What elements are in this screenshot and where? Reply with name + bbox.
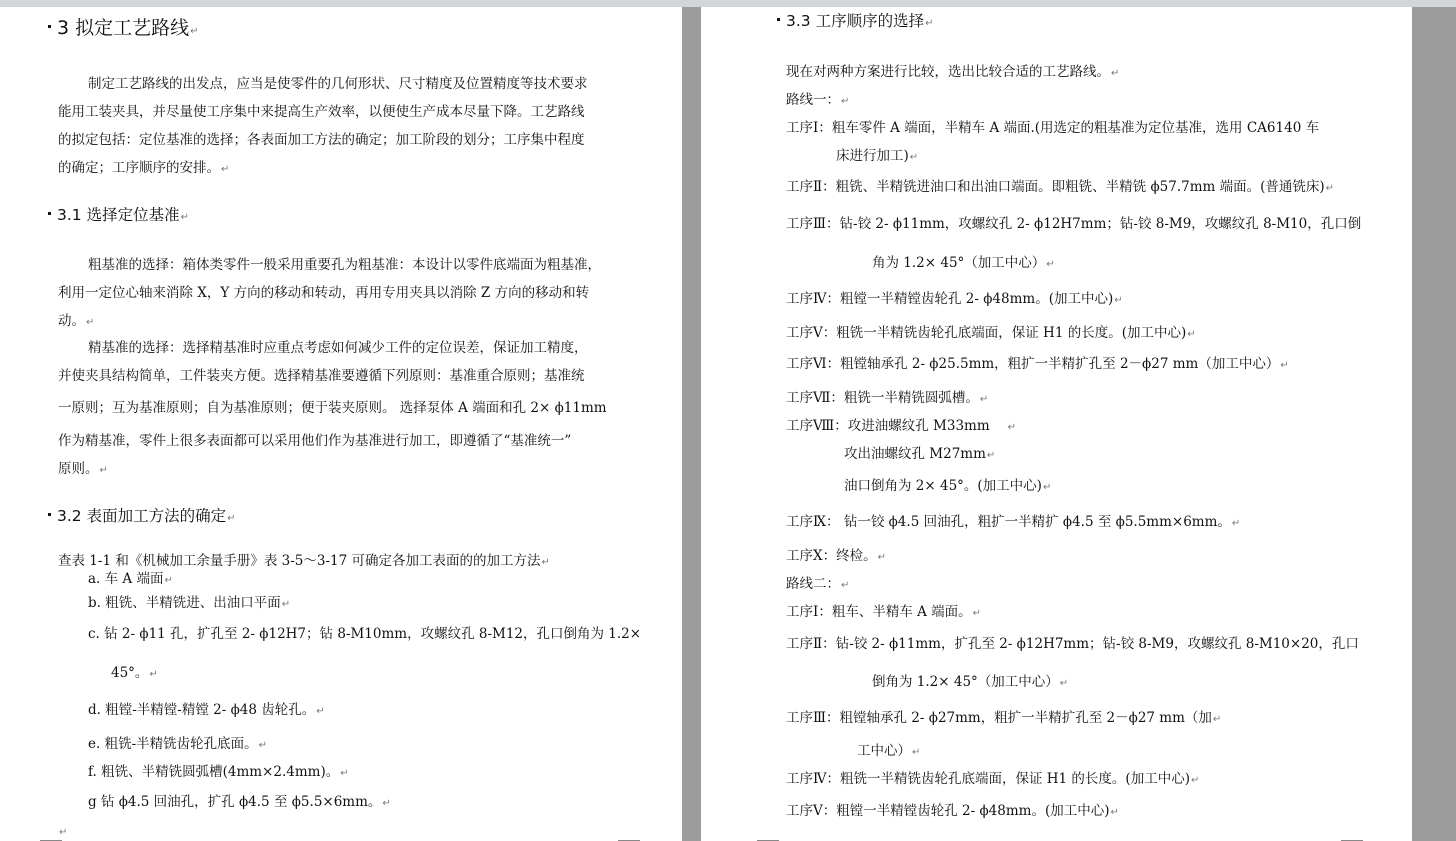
fine-datum-line-3: 一原则；互为基准原则；自为基准原则；便于装夹原则。 选择泵体 A 端面和孔 2× ϕ11mm (58, 400, 607, 416)
fine-datum-line-1: 精基准的选择：选择精基准时应重点考虑如何减少工件的定位误差，保证加工精度， (88, 340, 588, 356)
rough-datum-line-1: 粗基准的选择：箱体类零件一般采用重要孔为粗基准：本设计以零件底端面为粗基准， (88, 257, 601, 273)
empty-paragraph-mark: ↵ (59, 827, 68, 838)
fine-datum-line-5: 原则。↵ (58, 461, 108, 477)
method-f: f. 粗铣、半精铣圆弧槽(4mm×2.4mm)。↵ (88, 764, 349, 780)
method-a: a. 车 A 端面↵ (88, 571, 173, 587)
intro-line-4: 的确定；工序顺序的安排。↵ (58, 160, 230, 176)
route2-step-4: 工序Ⅳ：粗铣一半精铣齿轮孔底端面，保证 H1 的长度。(加工中心)↵ (786, 771, 1200, 787)
route1-step-4: 工序Ⅳ：粗镗一半精镗齿轮孔 2- ϕ48mm。(加工中心)↵ (786, 291, 1123, 307)
route2-step-2-cont: 倒角为 1.2× 45°（加工中心）↵ (872, 674, 1069, 690)
intro-line-2: 能用工装夹具，并尽量使工序集中来提高生产效率，以便使生产成本尽量下降。工艺路线 (58, 104, 585, 120)
document-page-right (701, 7, 1412, 841)
route1-step-3: 工序Ⅲ：钻-铰 2- ϕ11mm，攻螺纹孔 2- ϕ12H7mm；钻-铰 8-M9，攻螺纹孔 8-M10，孔口倒 (786, 216, 1362, 232)
method-b: b. 粗铣、半精铣进、出油口平面↵ (88, 595, 291, 611)
route1-step-10: 工序Ⅹ：终检。↵ (786, 548, 887, 564)
route1-step-1: 工序Ⅰ：粗车零件 A 端面，半精车 A 端面.(用选定的粗基准为定位基准，选用 CA6140 车 (786, 120, 1320, 136)
route2-step-3-cont: 工中心）↵ (857, 743, 921, 759)
rough-datum-line-2: 利用一定位心轴来消除 X，Y 方向的移动和转动，再用专用夹具以消除 Z 方向的移动和转 (58, 285, 590, 301)
heading-bullet (48, 212, 51, 215)
heading-bullet (48, 25, 51, 28)
route2-step-5: 工序Ⅴ：粗镗一半精镗齿轮孔 2- ϕ48mm。(加工中心)↵ (786, 803, 1119, 819)
fine-datum-line-2: 并使夹具结构简单，工件装夹方便。选择精基准要遵循下列原则：基准重合原则；基准统 (58, 368, 585, 384)
fine-datum-line-4: 作为精基准，零件上很多表面都可以采用他们作为基准进行加工，即遵循了“基准统一” (58, 433, 572, 449)
heading-section-3: 3 拟定工艺路线↵ (48, 17, 199, 43)
route1-step-8-line-3: 油口倒角为 2× 45°。(加工中心)↵ (844, 478, 1052, 494)
route-intro: 现在对两种方案进行比较，选出比较合适的工艺路线。↵ (786, 64, 1120, 80)
route1-step-8-line-2: 攻出油螺纹孔 M27mm↵ (844, 446, 996, 462)
route1-step-1-cont: 床进行加工)↵ (836, 148, 919, 164)
method-c: c. 钻 2- ϕ11 孔，扩孔至 2- ϕ12H7；钻 8-M10mm，攻螺纹孔 8-M12，孔口倒角为 1.2× (88, 626, 642, 642)
heading-bullet (48, 513, 51, 516)
document-page-left (0, 7, 682, 841)
route1-step-8: 工序Ⅷ：攻进油螺纹孔 M33mm ↵ (786, 418, 1017, 434)
route1-step-3-cont: 角为 1.2× 45°（加工中心）↵ (872, 255, 1055, 271)
method-d: d. 粗镗-半精镗-精镗 2- ϕ48 齿轮孔。↵ (88, 702, 325, 718)
heading-section-3-2: 3.2 表面加工方法的确定↵ (48, 507, 235, 528)
route1-step-9: 工序Ⅸ： 钻一铰 ϕ4.5 回油孔，粗扩一半精扩 ϕ4.5 至 ϕ5.5mm×6mm。↵ (786, 514, 1241, 530)
route2-step-2: 工序Ⅱ：钻-铰 2- ϕ11mm，扩孔至 2- ϕ12H7mm；钻-铰 8-M9，攻螺纹孔 8-M10×20，孔口 (786, 636, 1359, 652)
heading-bullet (777, 18, 780, 21)
route2-step-1: 工序Ⅰ：粗车、半精车 A 端面。↵ (786, 604, 982, 620)
intro-line-1: 制定工艺路线的出发点，应当是使零件的几何形状、尺寸精度及位置精度等技术要求 (88, 76, 588, 92)
route1-step-6: 工序Ⅵ：粗镗轴承孔 2- ϕ25.5mm，粗扩一半精扩孔至 2－ϕ27 mm（加工中心）↵ (786, 356, 1289, 372)
heading-section-3-3: 3.3 工序顺序的选择↵ (777, 12, 933, 33)
route1-step-2: 工序Ⅱ：粗铣、半精铣进油口和出油口端面。即粗铣、半精铣 ϕ57.7mm 端面。(普通铣床)↵ (786, 179, 1335, 195)
heading-section-3-1: 3.1 选择定位基准↵ (48, 206, 189, 227)
window-top-strip (0, 0, 1456, 7)
method-c-cont: 45°。↵ (111, 665, 158, 681)
route-1-label: 路线一：↵ (786, 92, 850, 108)
lookup-line: 查表 1-1 和《机械加工余量手册》表 3-5～3-17 可确定各加工表面的的加工方法↵ (58, 553, 550, 569)
route-2-label: 路线二：↵ (786, 576, 850, 592)
route1-step-5: 工序Ⅴ：粗铣一半精铣齿轮孔底端面，保证 H1 的长度。(加工中心)↵ (786, 325, 1196, 341)
route2-step-3: 工序Ⅲ：粗镗轴承孔 2- ϕ27mm，粗扩一半精扩孔至 2－ϕ27 mm（加↵ (786, 710, 1222, 726)
method-e: e. 粗铣-半精铣齿轮孔底面。↵ (88, 736, 268, 752)
route1-step-7: 工序Ⅶ：粗铣一半精铣圆弧槽。↵ (786, 390, 989, 406)
rough-datum-line-3: 动。↵ (58, 313, 95, 329)
intro-line-3: 的拟定包括：定位基准的选择；各表面加工方法的确定；加工阶段的划分；工序集中程度 (58, 132, 585, 148)
method-g: g 钻 ϕ4.5 回油孔，扩孔 ϕ4.5 至 ϕ5.5×6mm。↵ (88, 794, 391, 810)
